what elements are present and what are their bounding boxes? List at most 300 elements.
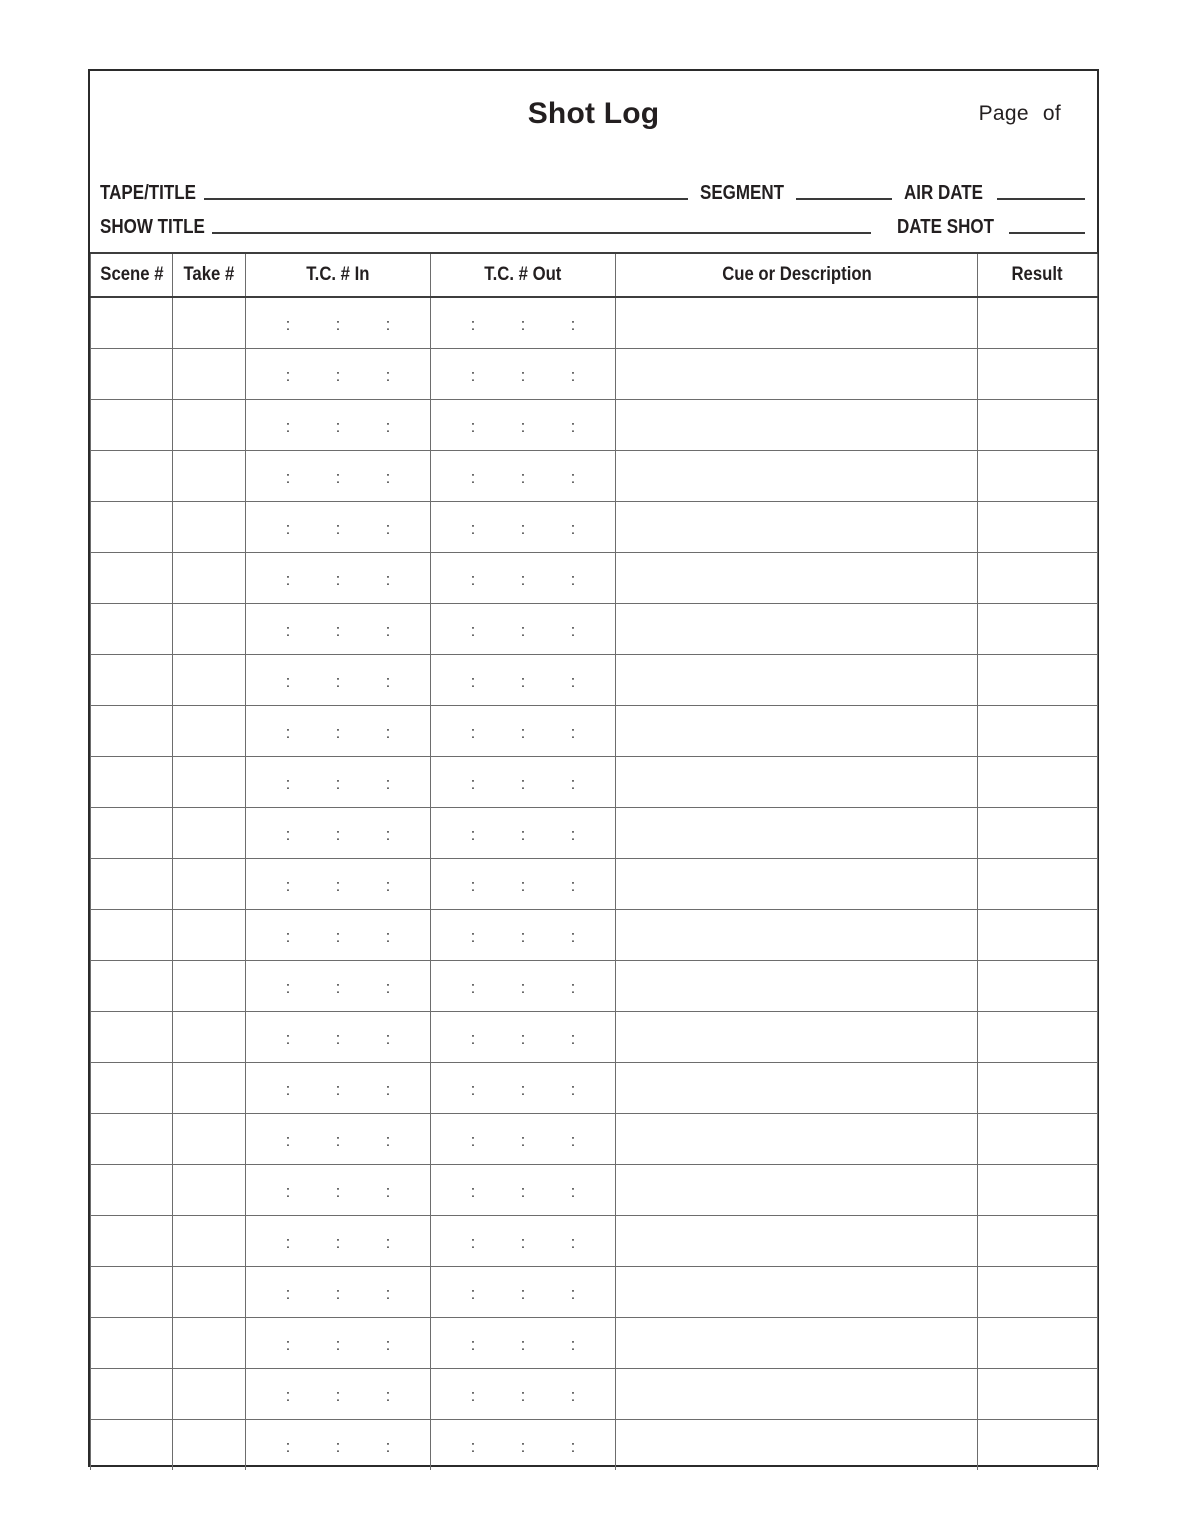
cell-tc-out[interactable] [431, 1216, 616, 1267]
timecode-colon: : [385, 671, 391, 691]
timecode-colon: : [385, 722, 391, 742]
timecode-colon: : [570, 1436, 576, 1456]
timecode-colon: : [470, 518, 476, 538]
timecode-colon: : [285, 1232, 291, 1252]
timecode-colon: : [520, 1283, 526, 1303]
column-header-result [978, 253, 1098, 297]
cell-tc-out[interactable] [431, 553, 616, 604]
tape-title-label: TAPE/TITLE [100, 182, 197, 204]
timecode-separator-group [246, 1063, 430, 1113]
cell-scene[interactable] [91, 1063, 173, 1114]
column-header-tc-in-label: T.C. # In [306, 264, 370, 285]
table-row [91, 757, 1098, 808]
table-row [91, 655, 1098, 706]
cell-tc-in[interactable] [246, 808, 431, 859]
table-row [91, 604, 1098, 655]
cell-take[interactable] [173, 451, 246, 502]
cell-result[interactable] [978, 553, 1098, 604]
cell-result[interactable] [978, 706, 1098, 757]
timecode-colon: : [470, 1181, 476, 1201]
form-header [90, 71, 1097, 252]
timecode-separator-group [246, 1165, 430, 1215]
timecode-separator-group [431, 1114, 615, 1164]
cell-tc-out[interactable] [431, 1318, 616, 1369]
timecode-colon: : [385, 773, 391, 793]
cell-take[interactable] [173, 604, 246, 655]
cell-result[interactable] [978, 1267, 1098, 1318]
cell-tc-in[interactable] [246, 1369, 431, 1420]
table-header [91, 253, 1098, 297]
timecode-colon: : [570, 518, 576, 538]
timecode-colon: : [385, 569, 391, 589]
cell-result[interactable] [978, 859, 1098, 910]
timecode-separator-group [431, 298, 615, 348]
timecode-colon: : [385, 365, 391, 385]
timecode-colon: : [285, 1436, 291, 1456]
column-header-tc-out-label: T.C. # Out [484, 264, 562, 285]
cell-tc-in[interactable] [246, 655, 431, 706]
air-date-input-rule[interactable] [997, 198, 1085, 200]
timecode-separator-group [246, 1318, 430, 1368]
cell-tc-out[interactable] [431, 1165, 616, 1216]
cell-tc-out[interactable] [431, 400, 616, 451]
timecode-colon: : [570, 620, 576, 640]
timecode-colon: : [570, 824, 576, 844]
cell-tc-in[interactable] [246, 910, 431, 961]
cell-tc-out[interactable] [431, 1063, 616, 1114]
timecode-colon: : [385, 467, 391, 487]
cell-cue[interactable] [616, 1012, 978, 1063]
timecode-colon: : [570, 1283, 576, 1303]
timecode-separator-group [431, 1267, 615, 1317]
cell-cue[interactable] [616, 1063, 978, 1114]
timecode-colon: : [520, 620, 526, 640]
cell-result[interactable] [978, 1369, 1098, 1420]
cell-tc-out[interactable] [431, 1012, 616, 1063]
timecode-colon: : [285, 1181, 291, 1201]
cell-result[interactable] [978, 604, 1098, 655]
timecode-separator-group [246, 1216, 430, 1266]
cell-scene[interactable] [91, 1369, 173, 1420]
cell-tc-out[interactable] [431, 910, 616, 961]
cell-tc-out[interactable] [431, 604, 616, 655]
cell-scene[interactable] [91, 349, 173, 400]
timecode-colon: : [570, 1079, 576, 1099]
timecode-colon: : [385, 314, 391, 334]
cell-cue[interactable] [616, 1216, 978, 1267]
cell-tc-out[interactable] [431, 1267, 616, 1318]
table-row [91, 1216, 1098, 1267]
timecode-colon: : [285, 314, 291, 334]
timecode-colon: : [520, 518, 526, 538]
cell-take[interactable] [173, 553, 246, 604]
cell-tc-out[interactable] [431, 859, 616, 910]
page-label: Page [978, 102, 1029, 125]
column-header-cue [616, 253, 978, 297]
cell-scene[interactable] [91, 297, 173, 349]
table-header-row [91, 253, 1098, 297]
timecode-colon: : [470, 977, 476, 997]
cell-cue[interactable] [616, 706, 978, 757]
cell-result[interactable] [978, 502, 1098, 553]
cell-scene[interactable] [91, 1114, 173, 1165]
cell-tc-in[interactable] [246, 1063, 431, 1114]
timecode-colon: : [570, 773, 576, 793]
timecode-colon: : [285, 1130, 291, 1150]
cell-scene[interactable] [91, 1012, 173, 1063]
cell-tc-in[interactable] [246, 859, 431, 910]
cell-tc-in[interactable] [246, 502, 431, 553]
table-row [91, 1420, 1098, 1471]
cell-tc-in[interactable] [246, 451, 431, 502]
timecode-separator-group [431, 1420, 615, 1470]
timecode-colon: : [385, 416, 391, 436]
cell-cue[interactable] [616, 808, 978, 859]
timecode-colon: : [385, 1283, 391, 1303]
timecode-colon: : [470, 416, 476, 436]
cell-scene[interactable] [91, 553, 173, 604]
timecode-colon: : [335, 1079, 341, 1099]
page-number-field [979, 102, 1061, 126]
cell-tc-out[interactable] [431, 808, 616, 859]
cell-tc-in[interactable] [246, 706, 431, 757]
timecode-colon: : [520, 1181, 526, 1201]
cell-take[interactable] [173, 1369, 246, 1420]
timecode-colon: : [570, 1232, 576, 1252]
timecode-separator-group [246, 859, 430, 909]
cell-tc-out[interactable] [431, 502, 616, 553]
cell-scene[interactable] [91, 859, 173, 910]
timecode-separator-group [246, 451, 430, 501]
timecode-separator-group [246, 1012, 430, 1062]
cell-take[interactable] [173, 1420, 246, 1471]
cell-result[interactable] [978, 349, 1098, 400]
cell-tc-in[interactable] [246, 961, 431, 1012]
cell-cue[interactable] [616, 655, 978, 706]
timecode-separator-group [431, 910, 615, 960]
cell-take[interactable] [173, 1216, 246, 1267]
cell-result[interactable] [978, 297, 1098, 349]
timecode-colon: : [285, 926, 291, 946]
cell-tc-in[interactable] [246, 1318, 431, 1369]
cell-tc-in[interactable] [246, 757, 431, 808]
timecode-colon: : [385, 1028, 391, 1048]
cell-cue[interactable] [616, 859, 978, 910]
timecode-colon: : [335, 467, 341, 487]
timecode-colon: : [570, 314, 576, 334]
cell-tc-out[interactable] [431, 297, 616, 349]
cell-tc-out[interactable] [431, 757, 616, 808]
cell-tc-in[interactable] [246, 349, 431, 400]
timecode-separator-group [431, 706, 615, 756]
cell-scene[interactable] [91, 1216, 173, 1267]
timecode-colon: : [470, 1028, 476, 1048]
cell-tc-out[interactable] [431, 1369, 616, 1420]
show-title-input-rule[interactable] [212, 232, 871, 234]
table-row [91, 553, 1098, 604]
cell-cue[interactable] [616, 1165, 978, 1216]
timecode-separator-group [246, 400, 430, 450]
timecode-colon: : [335, 977, 341, 997]
timecode-colon: : [470, 1436, 476, 1456]
cell-cue[interactable] [616, 349, 978, 400]
timecode-colon: : [335, 722, 341, 742]
timecode-colon: : [570, 875, 576, 895]
table-row [91, 1012, 1098, 1063]
cell-take[interactable] [173, 1012, 246, 1063]
table-row [91, 1063, 1098, 1114]
cell-tc-in[interactable] [246, 1114, 431, 1165]
cell-result[interactable] [978, 1216, 1098, 1267]
cell-cue[interactable] [616, 502, 978, 553]
timecode-colon: : [335, 824, 341, 844]
cell-tc-out[interactable] [431, 1114, 616, 1165]
cell-result[interactable] [978, 961, 1098, 1012]
cell-take[interactable] [173, 349, 246, 400]
shot-log-form [88, 69, 1099, 1467]
timecode-colon: : [520, 824, 526, 844]
cell-cue[interactable] [616, 1114, 978, 1165]
cell-scene[interactable] [91, 757, 173, 808]
timecode-colon: : [470, 1130, 476, 1150]
timecode-colon: : [470, 1079, 476, 1099]
timecode-separator-group [431, 502, 615, 552]
timecode-colon: : [520, 1232, 526, 1252]
cell-scene[interactable] [91, 1318, 173, 1369]
column-header-take [173, 253, 246, 297]
cell-cue[interactable] [616, 910, 978, 961]
cell-take[interactable] [173, 655, 246, 706]
cell-cue[interactable] [616, 1267, 978, 1318]
cell-take[interactable] [173, 859, 246, 910]
cell-cue[interactable] [616, 297, 978, 349]
cell-result[interactable] [978, 451, 1098, 502]
timecode-colon: : [470, 1283, 476, 1303]
cell-tc-in[interactable] [246, 1216, 431, 1267]
cell-tc-out[interactable] [431, 961, 616, 1012]
timecode-separator-group [246, 961, 430, 1011]
cell-take[interactable] [173, 1318, 246, 1369]
timecode-separator-group [246, 757, 430, 807]
cell-scene[interactable] [91, 808, 173, 859]
timecode-colon: : [385, 926, 391, 946]
cell-cue[interactable] [616, 1369, 978, 1420]
timecode-colon: : [470, 620, 476, 640]
cell-result[interactable] [978, 1318, 1098, 1369]
timecode-colon: : [285, 773, 291, 793]
column-header-scene [91, 253, 173, 297]
timecode-colon: : [335, 620, 341, 640]
timecode-separator-group [431, 1012, 615, 1062]
cell-scene[interactable] [91, 706, 173, 757]
cell-result[interactable] [978, 757, 1098, 808]
timecode-colon: : [335, 416, 341, 436]
timecode-separator-group [431, 1165, 615, 1215]
timecode-separator-group [431, 604, 615, 654]
timecode-colon: : [520, 1130, 526, 1150]
timecode-colon: : [285, 569, 291, 589]
date-shot-label: DATE SHOT [897, 216, 994, 238]
timecode-separator-group [246, 1369, 430, 1419]
cell-take[interactable] [173, 400, 246, 451]
table-row [91, 1165, 1098, 1216]
show-title-label: SHOW TITLE [100, 216, 205, 238]
cell-scene[interactable] [91, 502, 173, 553]
cell-tc-in[interactable] [246, 1012, 431, 1063]
timecode-colon: : [335, 518, 341, 538]
cell-tc-out[interactable] [431, 451, 616, 502]
column-header-cue-label: Cue or Description [721, 264, 872, 285]
cell-result[interactable] [978, 1165, 1098, 1216]
timecode-colon: : [285, 1028, 291, 1048]
segment-label-box [700, 183, 796, 203]
table-row [91, 1267, 1098, 1318]
timecode-colon: : [335, 773, 341, 793]
timecode-colon: : [570, 569, 576, 589]
timecode-colon: : [520, 1436, 526, 1456]
cell-cue[interactable] [616, 1420, 978, 1471]
timecode-separator-group [246, 604, 430, 654]
table-row [91, 859, 1098, 910]
timecode-colon: : [335, 926, 341, 946]
timecode-separator-group [246, 298, 430, 348]
cell-cue[interactable] [616, 1318, 978, 1369]
timecode-colon: : [285, 1283, 291, 1303]
timecode-colon: : [285, 467, 291, 487]
cell-take[interactable] [173, 910, 246, 961]
cell-tc-in[interactable] [246, 400, 431, 451]
timecode-separator-group [246, 655, 430, 705]
cell-tc-out[interactable] [431, 655, 616, 706]
cell-result[interactable] [978, 808, 1098, 859]
cell-result[interactable] [978, 1012, 1098, 1063]
timecode-separator-group [431, 757, 615, 807]
cell-take[interactable] [173, 757, 246, 808]
table-body [91, 297, 1098, 1470]
cell-result[interactable] [978, 1420, 1098, 1471]
timecode-colon: : [520, 314, 526, 334]
cell-result[interactable] [978, 655, 1098, 706]
timecode-colon: : [335, 569, 341, 589]
cell-tc-out[interactable] [431, 1420, 616, 1471]
timecode-separator-group [246, 502, 430, 552]
cell-scene[interactable] [91, 400, 173, 451]
cell-scene[interactable] [91, 604, 173, 655]
cell-result[interactable] [978, 400, 1098, 451]
cell-cue[interactable] [616, 757, 978, 808]
column-header-result-label: Result [1011, 264, 1064, 285]
cell-scene[interactable] [91, 451, 173, 502]
cell-tc-out[interactable] [431, 349, 616, 400]
timecode-colon: : [385, 1436, 391, 1456]
cell-scene[interactable] [91, 1267, 173, 1318]
segment-input-rule[interactable] [796, 198, 892, 200]
timecode-colon: : [520, 467, 526, 487]
timecode-colon: : [520, 1028, 526, 1048]
cell-scene[interactable] [91, 655, 173, 706]
cell-scene[interactable] [91, 910, 173, 961]
cell-take[interactable] [173, 961, 246, 1012]
timecode-colon: : [570, 977, 576, 997]
timecode-colon: : [570, 467, 576, 487]
timecode-colon: : [470, 467, 476, 487]
cell-scene[interactable] [91, 1165, 173, 1216]
cell-result[interactable] [978, 910, 1098, 961]
cell-scene[interactable] [91, 961, 173, 1012]
cell-tc-in[interactable] [246, 1267, 431, 1318]
timecode-separator-group [431, 655, 615, 705]
timecode-colon: : [470, 1334, 476, 1354]
timecode-colon: : [470, 926, 476, 946]
timecode-colon: : [335, 671, 341, 691]
cell-take[interactable] [173, 1063, 246, 1114]
cell-tc-in[interactable] [246, 553, 431, 604]
cell-tc-in[interactable] [246, 1165, 431, 1216]
timecode-separator-group [246, 706, 430, 756]
timecode-colon: : [470, 365, 476, 385]
timecode-colon: : [470, 773, 476, 793]
cell-take[interactable] [173, 706, 246, 757]
air-date-label-box [904, 183, 997, 203]
cell-take[interactable] [173, 297, 246, 349]
timecode-colon: : [520, 977, 526, 997]
cell-scene[interactable] [91, 1420, 173, 1471]
timecode-colon: : [385, 1079, 391, 1099]
timecode-colon: : [385, 875, 391, 895]
timecode-colon: : [520, 722, 526, 742]
cell-take[interactable] [173, 1165, 246, 1216]
timecode-colon: : [570, 926, 576, 946]
column-header-scene-label: Scene # [99, 264, 164, 285]
timecode-colon: : [570, 671, 576, 691]
cell-tc-in[interactable] [246, 1420, 431, 1471]
show-title-label-box [100, 217, 212, 237]
cell-cue[interactable] [616, 451, 978, 502]
timecode-colon: : [335, 1028, 341, 1048]
timecode-colon: : [335, 1232, 341, 1252]
timecode-separator-group [246, 553, 430, 603]
cell-tc-out[interactable] [431, 706, 616, 757]
table-row [91, 502, 1098, 553]
cell-take[interactable] [173, 1267, 246, 1318]
timecode-separator-group [431, 1369, 615, 1419]
table-row [91, 808, 1098, 859]
date-shot-input-rule[interactable] [1009, 232, 1085, 234]
timecode-colon: : [285, 824, 291, 844]
cell-cue[interactable] [616, 961, 978, 1012]
column-header-take-label: Take # [183, 264, 235, 285]
cell-take[interactable] [173, 808, 246, 859]
tape-title-input-rule[interactable] [204, 198, 688, 200]
table-row [91, 349, 1098, 400]
cell-cue[interactable] [616, 400, 978, 451]
timecode-colon: : [385, 977, 391, 997]
cell-tc-in[interactable] [246, 297, 431, 349]
timecode-colon: : [335, 314, 341, 334]
cell-result[interactable] [978, 1114, 1098, 1165]
cell-cue[interactable] [616, 553, 978, 604]
field-row-2 [90, 207, 1097, 237]
timecode-colon: : [285, 671, 291, 691]
cell-result[interactable] [978, 1063, 1098, 1114]
cell-take[interactable] [173, 502, 246, 553]
timecode-colon: : [470, 569, 476, 589]
cell-take[interactable] [173, 1114, 246, 1165]
cell-cue[interactable] [616, 604, 978, 655]
cell-tc-in[interactable] [246, 604, 431, 655]
timecode-colon: : [520, 1334, 526, 1354]
timecode-colon: : [385, 620, 391, 640]
